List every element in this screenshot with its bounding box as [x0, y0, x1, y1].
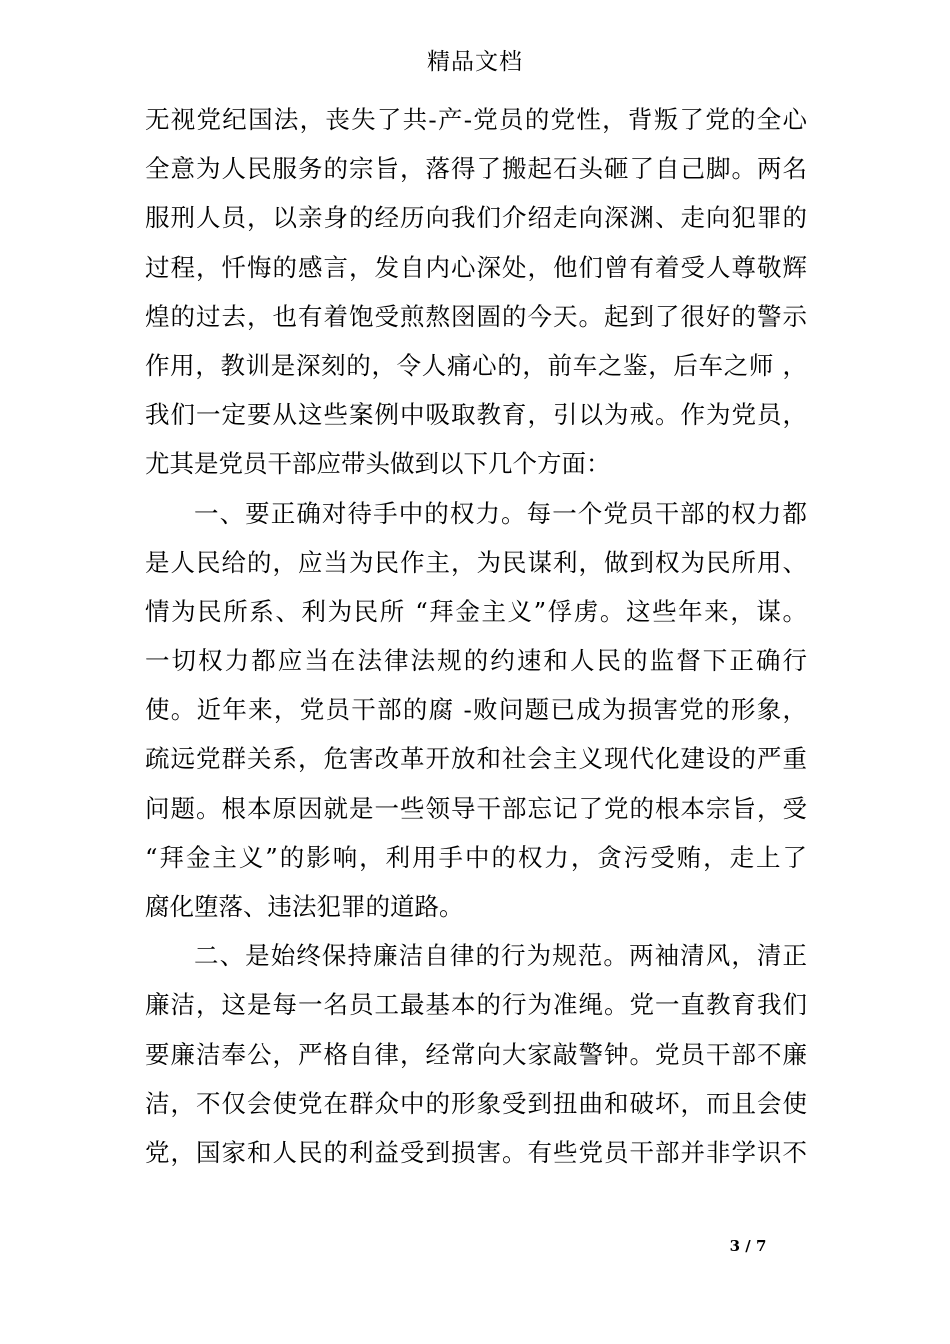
paragraph-3: [145, 931, 807, 1177]
text-line: 腐化堕落、违法犯罪的道路。: [145, 892, 464, 921]
text-line: “拜金主义”的影响，利用手中的权力，贪污受贿，走上了: [145, 842, 807, 872]
text-line: 作用，教训是深刻的，令人痛心的，前车之鉴，后车之师 ，: [145, 350, 807, 380]
text-line: 情为民所系、利为民所 “拜金主义”俘虏。这些年来，谋。: [145, 596, 807, 626]
page-header-title: 精品文档: [427, 49, 523, 75]
text-line: 服刑人员，以亲身的经历向我们介绍走向深渊、走向犯罪的: [145, 203, 807, 233]
text-line: 洁，不仅会使党在群众中的形象受到扭曲和破坏，而且会使: [145, 1088, 807, 1118]
document-body: [145, 95, 807, 1177]
paragraph-2: [145, 489, 807, 932]
text-line: 我们一定要从这些案例中吸取教育，引以为戒。作为党员，: [145, 400, 807, 430]
text-line: 使。近年来，党员干部的腐 -败问题已成为损害党的形象，: [145, 695, 807, 725]
text-line: 是人民给的，应当为民作主，为民谋利，做到权为民所用、: [145, 547, 807, 577]
text-line: 党，国家和人民的利益受到损害。有些党员干部并非学识不: [145, 1137, 807, 1167]
text-line: 一、要正确对待手中的权力。每一个党员干部的权力都: [194, 498, 807, 528]
text-line: 二、是始终保持廉洁自律的行为规范。两袖清风，清正: [194, 941, 807, 971]
text-line: 煌的过去，也有着饱受煎熬囹圄的今天。起到了很好的警示: [145, 301, 807, 331]
text-line: 全意为人民服务的宗旨，落得了搬起石头砸了自己脚。两名: [145, 154, 807, 184]
text-line: 一切权力都应当在法律法规的约速和人民的监督下正确行: [145, 646, 807, 676]
page-number: 3 / 7: [729, 1237, 767, 1255]
text-line: 过程，忏悔的感言，发自内心深处，他们曾有着受人尊敬辉: [145, 252, 807, 282]
paragraph-1: [145, 95, 807, 489]
text-line: 问题。根本原因就是一些领导干部忘记了党的根本宗旨，受: [145, 793, 807, 823]
text-line: 疏远党群关系，危害改革开放和社会主义现代化建设的严重: [145, 744, 807, 774]
text-line: 尤其是党员干部应带头做到以下几个方面：: [145, 449, 611, 479]
text-line: 要廉洁奉公，严格自律，经常向大家敲警钟。党员干部不廉: [145, 1039, 807, 1069]
text-line: 廉洁，这是每一名员工最基本的行为准绳。党一直教育我们: [145, 990, 807, 1020]
text-line: 无视党纪国法，丧失了共-产-党员的党性，背叛了党的全心: [145, 105, 807, 134]
